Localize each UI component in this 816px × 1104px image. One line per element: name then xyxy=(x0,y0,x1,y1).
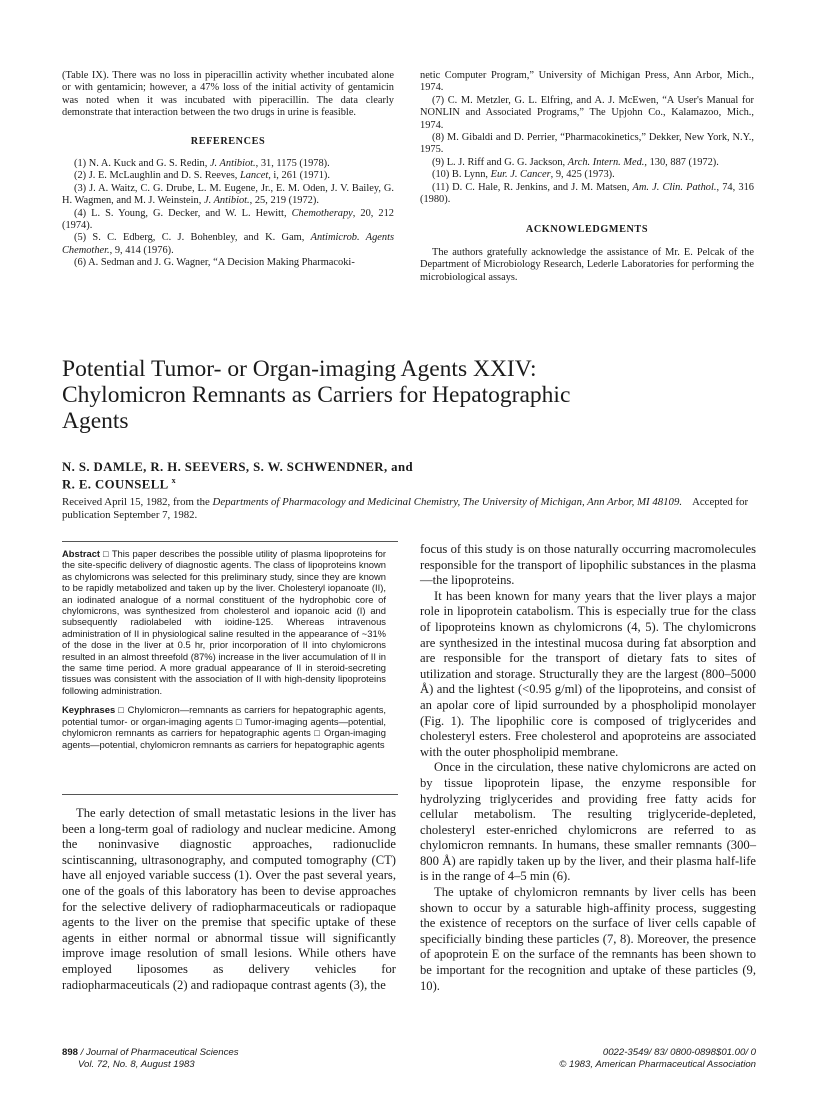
reference-text: (4) L. S. Young, G. Decker, and W. L. Hewitt, xyxy=(74,207,292,219)
reference-citation: , 74, 316 (1980). xyxy=(420,181,754,206)
corresponding-mark: x xyxy=(171,476,176,485)
references-list-left xyxy=(62,158,394,270)
reference-item xyxy=(420,132,754,157)
reference-item xyxy=(62,257,394,269)
reference-journal: Am. J. Clin. Pathol. xyxy=(632,181,717,193)
title-line-3: Agents xyxy=(62,408,129,434)
abstract-top-rule xyxy=(62,541,398,542)
page-number: 898 xyxy=(62,1047,79,1058)
keyphrases-text: Chylomicron—remnants as carriers for hepatographic agents, potential tumor- or organ-imaging agents □ Tumor-imaging agents—potential, chylomicron remnants as carriers for hepatographic agents □ Organ-imaging agents—potential, chylomicron remnants as carriers for hepatographic agents xyxy=(62,704,386,750)
reference-journal: Chemotherapy xyxy=(291,207,353,219)
reference-item xyxy=(420,70,754,95)
reference-text: netic Computer Program,” University of Michigan Press, Ann Arbor, Mich., 1974. xyxy=(420,70,754,94)
reference-citation: , 20, 212 (1974). xyxy=(62,207,394,232)
reference-journal: Antimicrob. Agents Chemother. xyxy=(62,232,394,256)
footer-left xyxy=(62,1047,382,1071)
reference-text: (10) B. Lynn, xyxy=(432,169,491,181)
article-code: 0022-3549/ 83/ 0800-0898$01.00/ 0 xyxy=(602,1047,756,1058)
received-department: Departments of Pharmacology and Medicinal Chemistry, The University of Michigan, Ann Arbor, MI 48109. xyxy=(212,496,683,508)
reference-item xyxy=(62,158,394,170)
received-line xyxy=(62,496,762,521)
reference-item xyxy=(420,157,754,169)
abstract-text: This paper describes the possible utility of plasma lipoproteins for the site-specific delivery of diagnostic agents. The class of lipoproteins known as chylomicrons was selected for this preliminary study, since they are known to be rapidly metabolized and taken up by the liver. Cholesteryl iopanoate (II), an iodinated analogue of a normal constituent of the hydrophobic core of chylomicrons, was synthesized from cholesterol and iopanoic acid (I) and subsequently radiolabeled with ioidine-125. Whereas intravenous administration of II in physiological saline resulted in the appearance of ~31% of the dose in the liver at 0.5 hr, prior incorporation of II into chylomicrons resulted in an almost threefold (87%) increase in the liver accumulation of II in the same time period. A more gradual appearance of II in steroid-secreting tissues was consistent with the association of II with high-density lipoproteins following administration. xyxy=(62,548,387,696)
acknowledgments-heading: ACKNOWLEDGMENTS xyxy=(525,224,649,236)
reference-text: (9) L. J. Riff and G. G. Jackson, xyxy=(432,156,568,168)
journal-name: / Journal of Pharmaceutical Sciences xyxy=(78,1047,239,1058)
reference-item xyxy=(62,232,394,257)
reference-item xyxy=(420,169,754,181)
body-paragraph: The early detection of small metastatic lesions in the liver has been a long-term goal of radiology and nuclear medicine. Among the noninvasive diagnostic approaches, radionuclide scintiscanning, ultrasonography, and computed tomography (CT) have all enjoyed variable success (1). Over the past several years, one of the goals of this laboratory has been to devise approaches for the selective delivery of radiopharmaceuticals or radiopaque agents to the liver on the premise that specific uptake of these agents in either normal or abnormal tissue will significantly improve image resolution of small lesions. While others have employed liposomes as delivery vehicles for radiopharmaceuticals (2) and radiopaque contrast agents (3), the xyxy=(62,806,396,992)
reference-journal: Lancet xyxy=(239,170,269,182)
reference-citation: , i, 261 (1971). xyxy=(268,170,330,182)
authors-line-2: R. E. COUNSELL xyxy=(62,477,169,492)
received-pre: Received April 15, 1982, from the xyxy=(62,496,213,508)
references-list-right xyxy=(420,70,754,206)
intro-paragraph: (Table IX). There was no loss in piperacillin activity whether incubated alone or with gentamicin; however, a 47% loss of the initial activity of gentamicin was noted when it was incubated with piperacillin. The data clearly demonstrate that interaction between the two drugs in urine is feasible. xyxy=(62,70,394,119)
box-bullet-icon: □ xyxy=(118,704,125,716)
body-paragraph: The uptake of chylomicron remnants by liver cells has been shown to occur by a saturable high-affinity process, suggesting the existence of receptors on the surface of liver cells capable of specificially binding these particles (7, 8). Moreover, the presence of apoprotein E on the surface of the remnants has been shown to be important for the recognition and uptake of these particles (9, 10). xyxy=(420,885,756,993)
reference-journal: Eur. J. Cancer xyxy=(490,169,551,181)
reference-journal: J. Antibiot. xyxy=(203,195,250,207)
reference-citation: , 9, 425 (1973). xyxy=(550,169,615,181)
body-right-column xyxy=(420,542,756,994)
reference-text: (5) S. C. Edberg, C. J. Bohenbley, and K. Gam, xyxy=(74,232,311,244)
reference-citation: , 31, 1175 (1978). xyxy=(255,158,330,170)
authors xyxy=(62,460,413,491)
reference-citation: , 25, 219 (1972). xyxy=(249,195,319,207)
reference-item xyxy=(420,95,754,132)
abstract-label: Abstract xyxy=(62,548,101,559)
abstract-box xyxy=(62,548,386,750)
title-line-1: Potential Tumor- or Organ-imaging Agents XXIV: xyxy=(62,356,537,382)
reference-item xyxy=(62,183,394,208)
body-paragraph: It has been known for many years that the liver plays a major role in lipoprotein catabolism. This is especially true for the class of lipoproteins known as chylomicrons (4, 5). The chylomicrons are synthesized in the intestinal mucosa during fat absorption and are responsible for the transport of dietary fats to sites of utilization and storage. Structurally they are the largest (800–5000 Å) and the lightest (<0.95 g/ml) of the lipoproteins, and consist of an apolar core of lipid surrounded by a phospholipid monolayer (Fig. 1). The lipophilic core is composed of triglycerides and cholesteryl esters. Free cholesterol and apoproteins are associated with the outer phospholipid membrane. xyxy=(420,588,756,759)
reference-text: (7) C. M. Metzler, G. L. Elfring, and A. J. McEwen, “A User's Manual for NONLIN and Associated Programs,” The Upjohn Co., Kalamazoo, Mich., 1974. xyxy=(420,94,754,131)
reference-item xyxy=(62,208,394,233)
reference-text: (1) N. A. Kuck and G. S. Redin, xyxy=(74,158,210,170)
reference-item xyxy=(420,182,754,207)
reference-journal: Arch. Intern. Med. xyxy=(567,156,645,168)
title-line-2: Chylomicron Remnants as Carriers for Hepatographic xyxy=(62,382,571,408)
reference-item xyxy=(62,170,394,182)
box-bullet-icon: □ xyxy=(103,548,110,559)
reference-text: (2) J. E. McLaughlin and D. S. Reeves, xyxy=(74,170,240,182)
body-left-column xyxy=(62,806,396,993)
top-right-column xyxy=(420,70,754,284)
reference-text: (11) D. C. Hale, R. Jenkins, and J. M. Matsen, xyxy=(432,181,633,193)
top-left-column xyxy=(62,70,394,270)
reference-text: (3) J. A. Waitz, C. G. Drube, L. M. Eugene, Jr., E. M. Oden, J. V. Bailey, G. H. Wagmen, and M. J. Weinstein, xyxy=(62,182,394,207)
body-paragraph: focus of this study is on those naturally occurring macromolecules responsible for the transport of lipophilic substances in the plasma—the lipoproteins. xyxy=(420,542,756,588)
reference-citation: , 9, 414 (1976). xyxy=(109,244,174,256)
reference-text: (6) A. Sedman and J. G. Wagner, “A Decision Making Pharmacoki- xyxy=(74,257,355,269)
keyphrases-label: Keyphrases xyxy=(62,704,116,716)
body-paragraph: Once in the circulation, these native chylomicrons are acted on by tissue lipoprotein lipase, the enzyme responsible for hydrolyzing triglycerides and providing free fatty acids for cellular metabolism. The resulting triglyceride-depleted, cholesteryl ester-enriched chylomicrons are referred to as chylomicron remnants. In humans, these smaller remnants (300–800 Å) are rapidly taken up by the liver, and their plasma half-life is in the range of 4–5 min (6). xyxy=(420,760,756,884)
journal-volume: Vol. 72, No. 8, August 1983 xyxy=(78,1059,195,1070)
authors-line-1: N. S. DAMLE, R. H. SEEVERS, S. W. SCHWENDNER, and xyxy=(62,460,413,474)
reference-journal: J. Antibiot. xyxy=(209,158,256,170)
accepted-line: Accepted for publication September 7, 1982. xyxy=(62,496,749,521)
reference-text: (8) M. Gibaldi and D. Perrier, “Pharmacokinetics,” Dekker, New York, N.Y., 1975. xyxy=(420,132,754,156)
reference-citation: , 130, 887 (1972). xyxy=(644,156,719,168)
abstract-bottom-rule xyxy=(62,794,398,795)
copyright: © 1983, American Pharmaceutical Association xyxy=(559,1059,756,1070)
acknowledgments-text: The authors gratefully acknowledge the assistance of Mr. E. Pelcak of the Department of Microbiology Research, Lederle Laboratories for performing the microbiological assays. xyxy=(420,246,754,283)
article-title xyxy=(62,356,762,434)
footer-right xyxy=(440,1047,756,1071)
references-heading: REFERENCES xyxy=(190,135,266,147)
